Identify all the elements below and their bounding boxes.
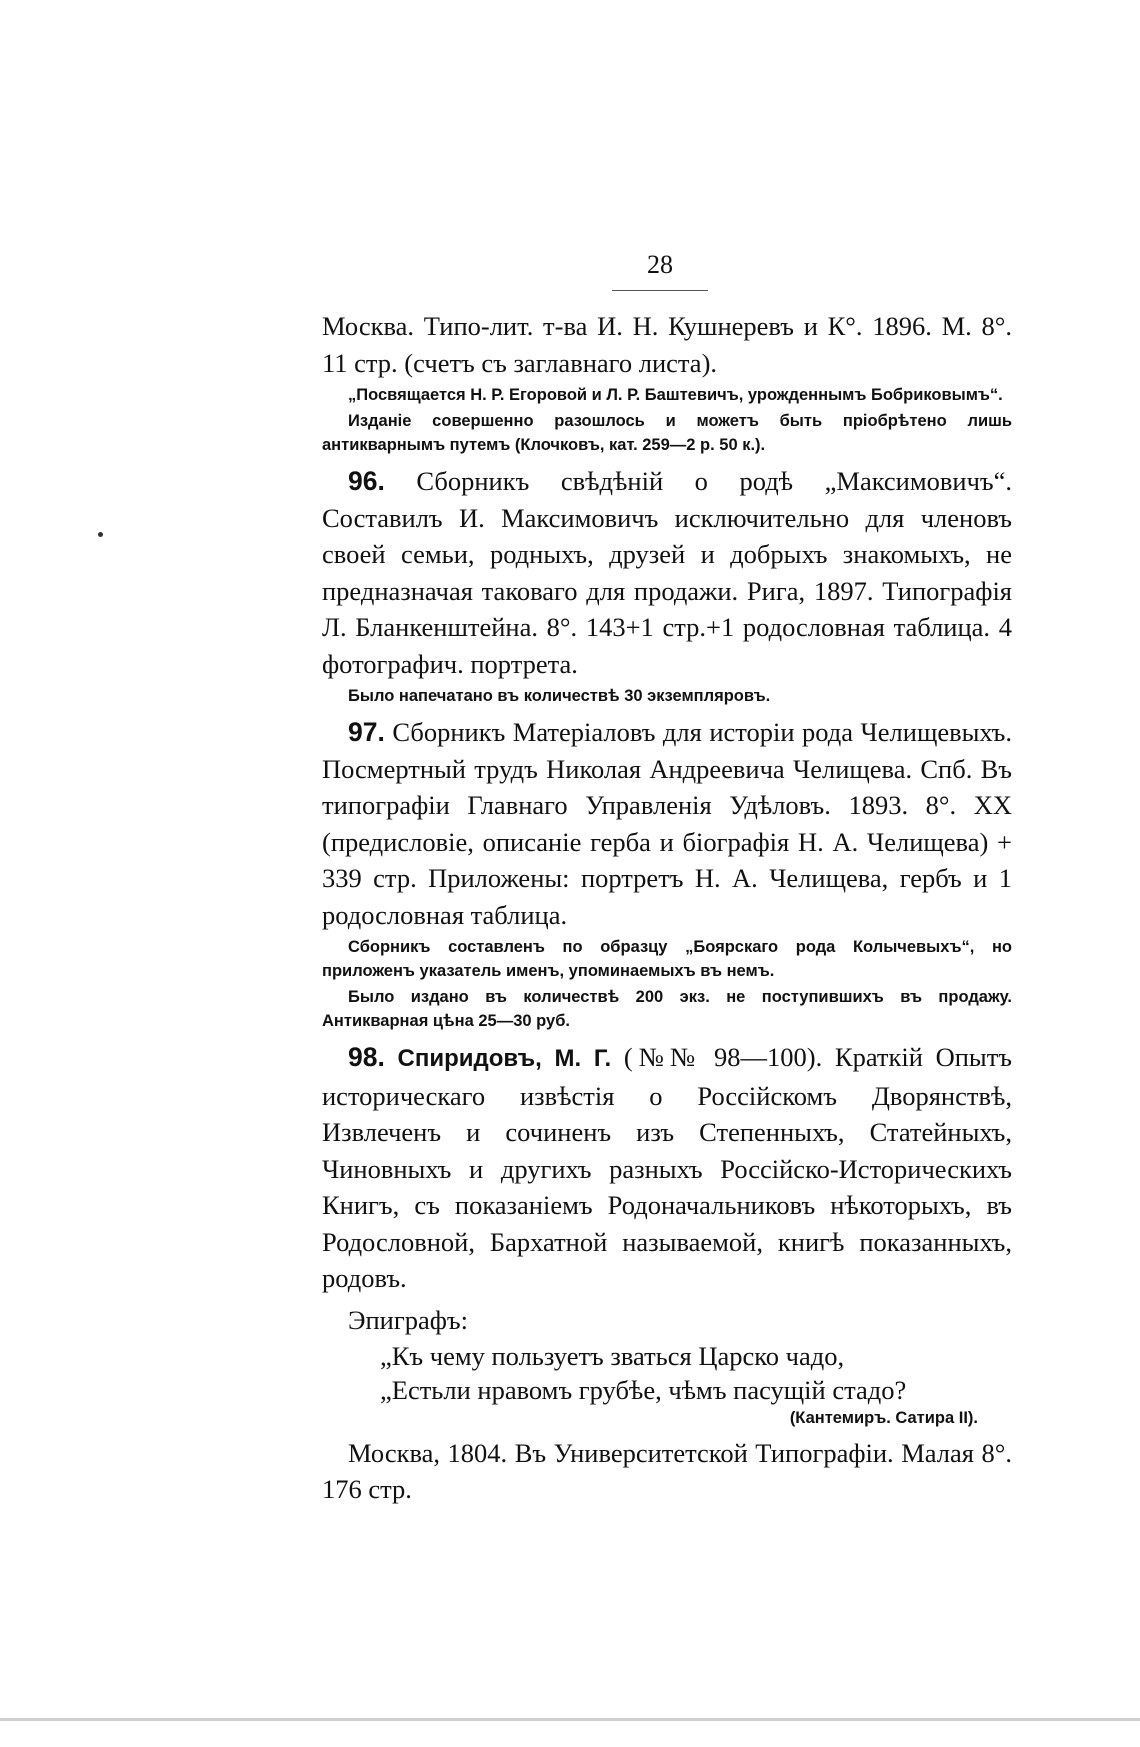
entry-97-note-origin: Сборникъ составленъ по образцу „Боярскаго рода Колычевыхъ“, но приложенъ указатель именъ, упоминаемыхъ въ немъ.	[322, 938, 1012, 980]
epigraph-line: „Къ чему пользуетъ зваться Царско чадо,	[380, 1340, 845, 1371]
entry-text: Сборникъ Матеріаловъ для исторіи рода Челищевыхъ. Посмертный трудъ Николая Андреевича Челищева. Спб. Въ типографіи Главнаго Управленія Удѣловъ. 1893. 8°. XX (предисловіе, описаніе герба и біографія Н. А. Челищева) + 339 стр. Приложены: портретъ Н. А. Челищева, гербъ и 1 родословная таблица.	[322, 717, 1012, 930]
entry-98-imprint: Москва, 1804. Въ Университетской Типографіи. Малая 8°. 176 стр.	[322, 1437, 1012, 1504]
scan-edge	[0, 1718, 1140, 1721]
page-number: 28	[647, 250, 673, 279]
entry-text: (№№ 98—100). Краткій Опытъ историческаго извѣстія о Россійскомъ Дворянствѣ, Извлеченъ и сочиненъ изъ Степенныхъ, Статейныхъ, Чиновныхъ и другихъ разныхъ Россійско-Историческихъ Книгъ, съ показаніемъ Родоначальниковъ нѣкоторыхъ, въ Родословной, Бархатной называемой, книгѣ показанныхъ, родовъ.	[322, 1042, 1013, 1293]
entry-number: 98.	[348, 1042, 385, 1072]
entry-97-note-print-run: Было издано въ количествѣ 200 экз. не поступившихъ въ продажу. Антикварная цѣна 25—30 руб.	[322, 988, 1012, 1030]
page-number-rule	[612, 290, 708, 291]
entry-96-note: Было напечатано въ количествѣ 30 экземпляровъ.	[348, 687, 771, 705]
entry-text: Сборникъ свѣдѣній о родѣ „Максимовичъ“. Составилъ И. Максимовичъ исключительно для членовъ своей семьи, родныхъ, друзей и добрыхъ знакомыхъ, не предназначая таковаго для продажи. Рига, 1897. Типографія Л. Бланкенштейна. 8°. 143+1 стр.+1 родословная таблица. 4 фотографич. портрета.	[322, 466, 1012, 679]
epigraph-label: Эпиграфъ:	[348, 1304, 468, 1335]
entry-98	[322, 1039, 1012, 1297]
text-column	[322, 308, 1012, 1508]
epigraph-source: (Кантемиръ. Сатира II).	[789, 1408, 978, 1427]
epigraph-line: „Естьли нравомъ грубѣе, чѣмъ пасущій стадо?	[380, 1374, 907, 1405]
entry-author: Спиридовъ, М. Г.	[397, 1045, 612, 1072]
availability-note: Изданіе совершенно разошлось и можетъ быть пріобрѣтено лишь антикварнымъ путемъ (Клочковъ, кат. 259—2 р. 50 к.).	[322, 412, 1012, 454]
entry-96	[322, 463, 1012, 682]
entry-number: 97.	[348, 717, 385, 747]
imprint-paragraph: Москва. Типо-лит. т-ва И. Н. Кушнеревъ и К°. 1896. М. 8°. 11 стр. (счетъ съ заглавнаго листа).	[322, 311, 1012, 378]
entry-97	[322, 714, 1012, 933]
entry-number: 96.	[348, 466, 385, 496]
margin-mark	[98, 532, 103, 537]
dedication-note: „Посвящается Н. Р. Егоровой и Л. Р. Баштевичъ, урожденнымъ Бобриковымъ“.	[348, 386, 1003, 404]
